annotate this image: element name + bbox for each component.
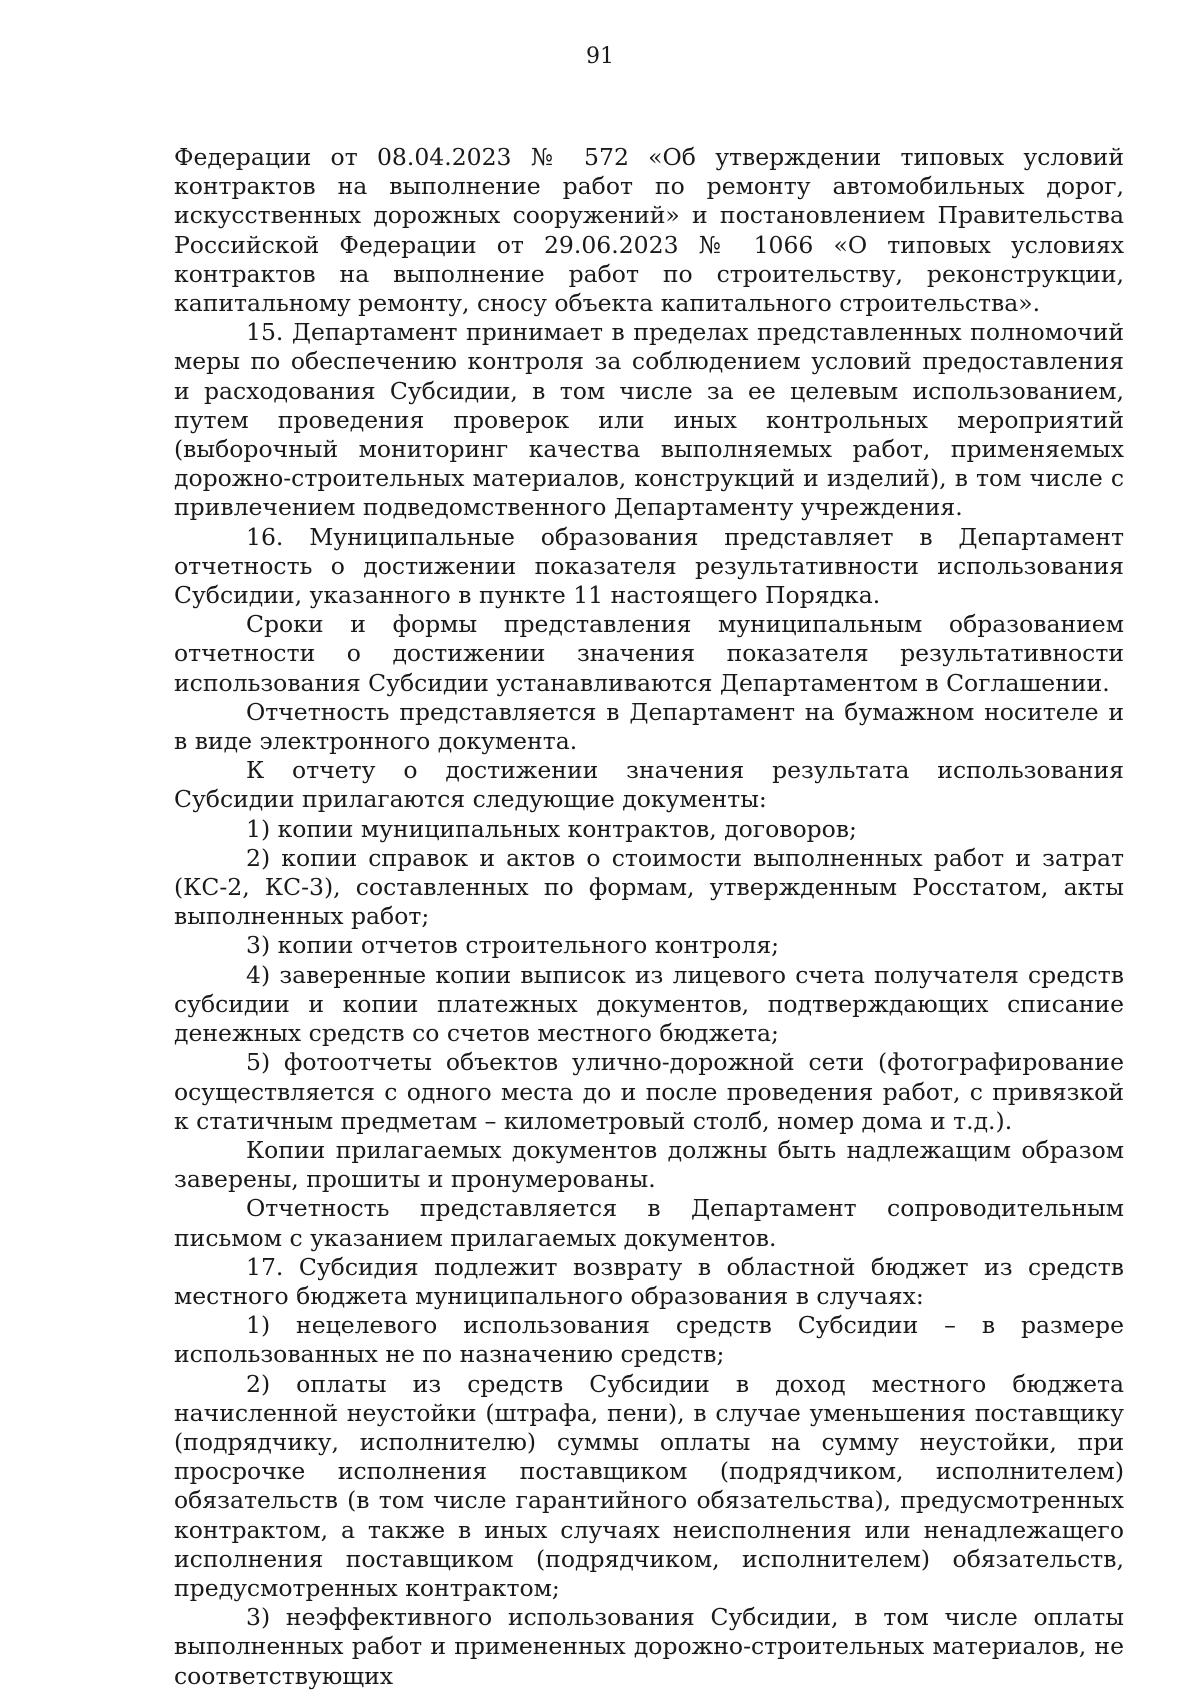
paragraph-cover-letter: Отчетность представляется в Департамент сопроводительным письмом с указанием прилагаемых документов. xyxy=(174,1194,1124,1252)
list-item-1-contracts: 1) копии муниципальных контрактов, договоров; xyxy=(246,814,857,843)
paragraph-item-17: 17. Субсидия подлежит возврату в областной бюджет из средств местного бюджета муниципального образования в случаях: xyxy=(174,1252,1124,1310)
paragraph-certified-copies: Копии прилагаемых документов должны быть надлежащим образом заверены, прошиты и пронумерованы. xyxy=(174,1135,1124,1194)
page-number: 91 xyxy=(586,44,614,69)
paragraph-attached-documents-intro: К отчету о достижении значения результата использования Субсидии прилагаются следующие документы: xyxy=(174,756,1124,814)
paragraph-continuation: Федерации от 08.04.2023 № 572 «Об утверждении типовых условий контрактов на выполнение работ по ремонту автомобильных дорог, искусственных дорожных сооружений» и постановлением Правительства Российской Федерации от 29.06.2023 № 1066 «О типовых условиях контрактов на выполнение работ по строительству, реконструкции, капитальному ремонту, сносу объекта капитального строительства». xyxy=(174,143,1124,318)
paragraph-reporting-deadlines: Сроки и формы представления муниципальным образованием отчетности о достижении значения показателя результативности использования Субсидии устанавливаются Департаментом в Соглашении. xyxy=(174,610,1124,697)
list-item-5-photo-reports: 5) фотоотчеты объектов улично-дорожной сети (фотографирование осуществляется с одного места до и после проведения работ, с привязкой к статичным предметам – километровый столб, номер дома и т.д.). xyxy=(174,1048,1124,1135)
refund-case-3: 3) неэффективного использования Субсидии, в том числе оплаты выполненных работ и примененных дорожно-строительных материалов, не соответствующих xyxy=(174,1603,1124,1690)
refund-case-2: 2) оплаты из средств Субсидии в доход местного бюджета начисленной неустойки (штрафа, пени), в случае уменьшения поставщику (подрядчику, исполнителю) суммы оплаты на сумму неустойки, при просрочке исполнения поставщиком (подрядчиком, исполнителем) обязательств (в том числе гарантийного обязательства), предусмотренных контрактом, а также в иных случаях неисполнения или ненадлежащего исполнения поставщиком (подрядчиком, исполнителем) обязательств, предусмотренных контрактом; xyxy=(174,1369,1124,1602)
list-item-2-acts: 2) копии справок и актов о стоимости выполненных работ и затрат (КС-2, КС-3), составленных по формам, утвержденным Росстатом, акты выполненных работ; xyxy=(174,843,1124,931)
list-item-3-construction-control: 3) копии отчетов строительного контроля; xyxy=(246,931,780,960)
paragraph-item-16: 16. Муниципальные образования представляет в Департамент отчетность о достижении показателя результативности использования Субсидии, указанного в пункте 11 настоящего Порядка. xyxy=(174,522,1124,610)
refund-case-1: 1) нецелевого использования средств Субсидии – в размере использованных не по назначению средств; xyxy=(174,1311,1124,1369)
paragraph-reporting-format: Отчетность представляется в Департамент на бумажном носителе и в виде электронного документа. xyxy=(174,697,1124,756)
body-text xyxy=(174,143,1124,1691)
paragraph-item-15: 15. Департамент принимает в пределах представленных полномочий меры по обеспечению контроля за соблюдением условий предоставления и расходования Субсидии, в том числе за ее целевым использованием, путем проведения проверок или иных контрольных мероприятий (выборочный мониторинг качества выполняемых работ, применяемых дорожно-строительных материалов, конструкций и изделий), в том числе с привлечением подведомственного Департаменту учреждения. xyxy=(174,318,1124,522)
list-item-4-account-statements: 4) заверенные копии выписок из лицевого счета получателя средств субсидии и копии платежных документов, подтверждающих списание денежных средств со счетов местного бюджета; xyxy=(174,960,1124,1048)
